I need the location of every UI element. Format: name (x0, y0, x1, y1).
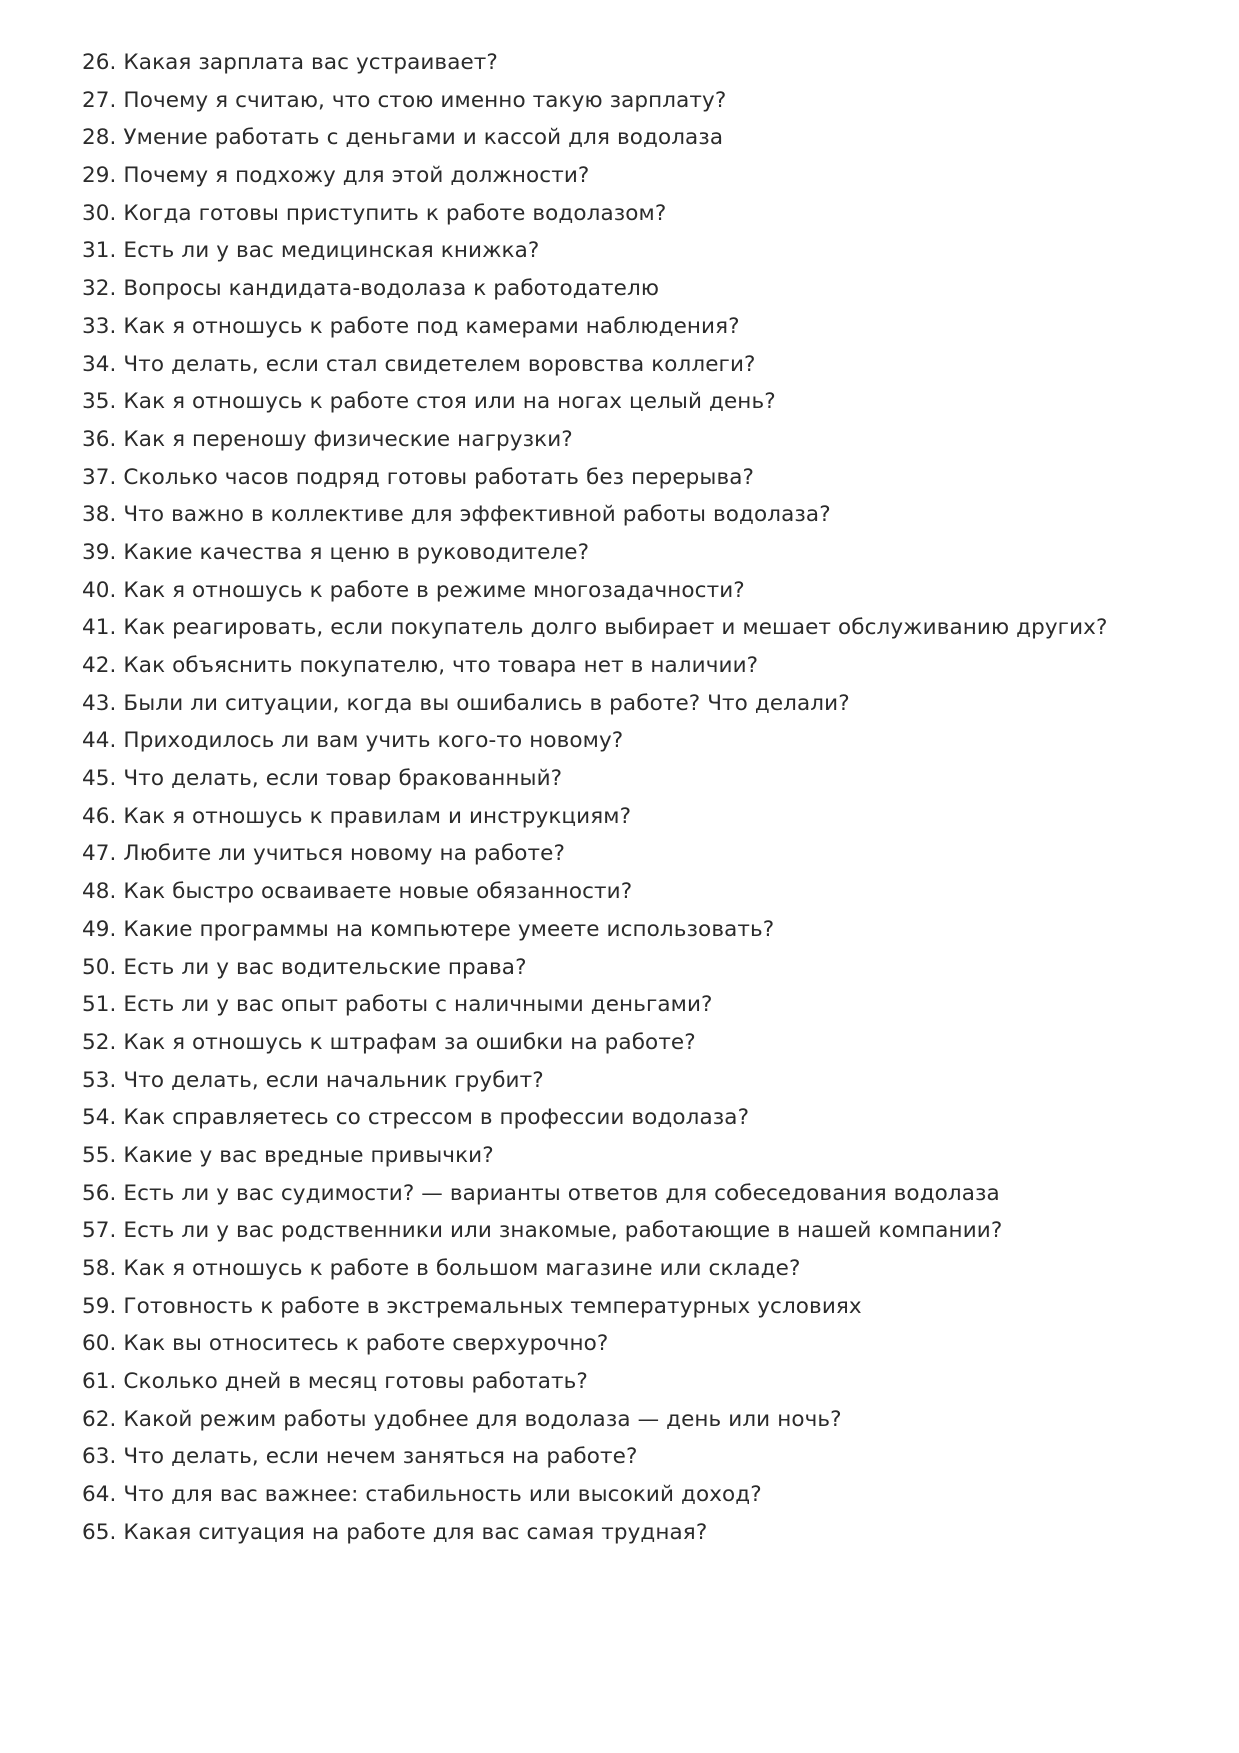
list-item: 63. Что делать, если нечем заняться на работе? (82, 1444, 638, 1470)
list-item: 52. Как я отношусь к штрафам за ошибки на работе? (82, 1029, 696, 1055)
list-item: 48. Как быстро осваиваете новые обязанности? (82, 879, 633, 905)
list-item: 30. Когда готовы приступить к работе водолазом? (82, 200, 667, 226)
list-item: 27. Почему я считаю, что стою именно такую зарплату? (82, 87, 727, 113)
list-item: 44. Приходилось ли вам учить кого-то новому? (82, 728, 624, 754)
list-item: 45. Что делать, если товар бракованный? (82, 766, 563, 792)
list-item: 51. Есть ли у вас опыт работы с наличными деньгами? (82, 992, 713, 1018)
list-item: 35. Как я отношусь к работе стоя или на ногах целый день? (82, 389, 776, 415)
list-item: 33. Как я отношусь к работе под камерами наблюдения? (82, 313, 740, 339)
list-item: 47. Любите ли учиться новому на работе? (82, 841, 566, 867)
list-item: 58. Как я отношусь к работе в большом магазине или складе? (82, 1256, 801, 1281)
list-item: 50. Есть ли у вас водительские права? (82, 954, 527, 980)
list-item: 37. Сколько часов подряд готовы работать без перерыва? (82, 464, 755, 490)
list-item: 42. Как объяснить покупателю, что товара нет в наличии? (82, 653, 759, 678)
list-item: 38. Что важно в коллективе для эффективной работы водолаза? (82, 502, 831, 528)
list-item: 36. Как я переношу физические нагрузки? (82, 426, 573, 452)
list-item: 57. Есть ли у вас родственники или знакомые, работающие в нашей компании? (82, 1218, 1003, 1244)
list-item: 55. Какие у вас вредные привычки? (82, 1142, 494, 1168)
list-item: 60. Как вы относитесь к работе сверхурочно? (82, 1331, 609, 1357)
list-item: 61. Сколько дней в месяц готовы работать? (82, 1369, 588, 1395)
list-item: 28. Умение работать с деньгами и кассой для водолаза (82, 125, 724, 151)
list-item: 64. Что для вас важнее: стабильность или высокий доход? (82, 1482, 762, 1508)
list-item: 31. Есть ли у вас медицинская книжка? (82, 238, 540, 264)
list-item: 59. Готовность к работе в экстремальных температурных условиях (82, 1293, 862, 1319)
list-item: 43. Были ли ситуации, когда вы ошибались в работе? Что делали? (82, 690, 850, 716)
list-item: 56. Есть ли у вас судимости? — варианты ответов для собеседования водолаза (82, 1180, 1000, 1206)
list-item: 49. Какие программы на компьютере умеете использовать? (82, 916, 775, 942)
list-item: 26. Какая зарплата вас устраивает? (82, 50, 498, 75)
list-item: 41. Как реагировать, если покупатель долго выбирает и мешает обслуживанию других? (82, 615, 1108, 641)
list-item: 46. Как я отношусь к правилам и инструкциям? (82, 803, 632, 829)
list-item: 62. Какой режим работы удобнее для водолаза — день или ночь? (82, 1406, 842, 1432)
list-item: 40. Как я отношусь к работе в режиме многозадачности? (82, 577, 745, 603)
list-item: 29. Почему я подхожу для этой должности? (82, 163, 590, 189)
list-item: 53. Что делать, если начальник грубит? (82, 1067, 544, 1093)
list-item: 32. Вопросы кандидата-водолаза к работодателю (82, 276, 660, 302)
list-item: 65. Какая ситуация на работе для вас самая трудная? (82, 1519, 708, 1545)
list-item: 34. Что делать, если стал свидетелем воровства коллеги? (82, 351, 756, 377)
question-list (82, 52, 1159, 1543)
list-item: 39. Какие качества я ценю в руководителе? (82, 539, 590, 565)
list-item: 54. Как справляетесь со стрессом в профессии водолаза? (82, 1105, 750, 1131)
